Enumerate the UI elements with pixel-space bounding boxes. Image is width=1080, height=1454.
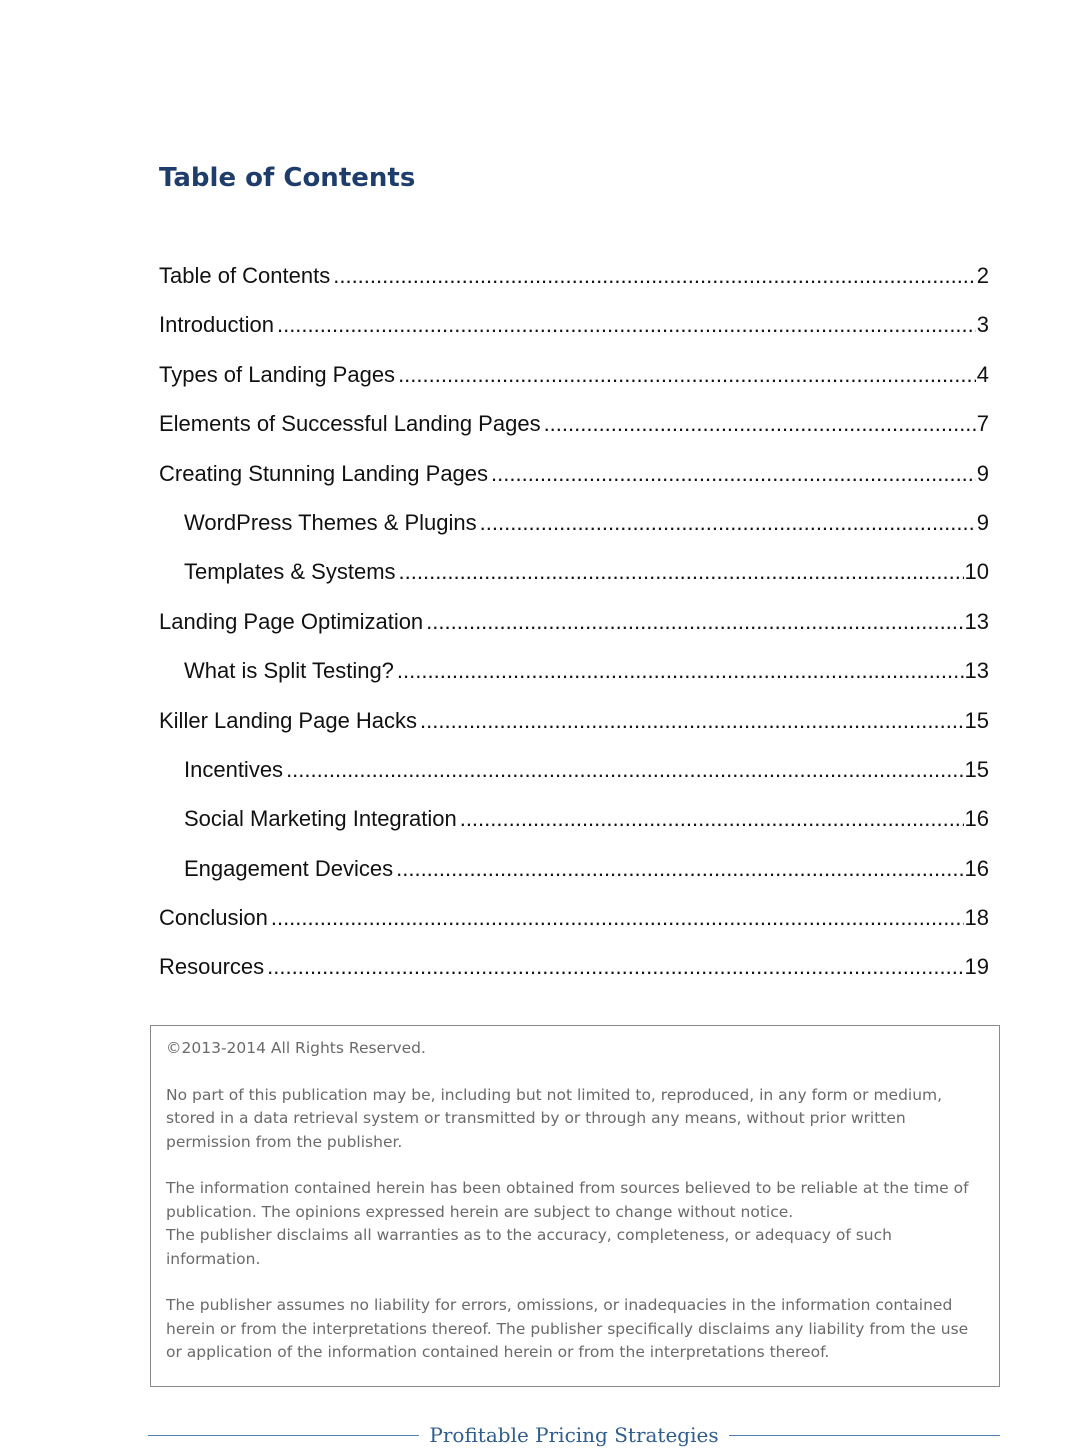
- toc-entry-title: Templates & Systems: [184, 559, 396, 585]
- toc-entry-title: Introduction: [159, 312, 274, 338]
- toc-entry-title: Resources: [159, 954, 265, 980]
- page-footer: [148, 1420, 1000, 1450]
- toc-dot-leader: [267, 949, 963, 985]
- toc-entry-title: Incentives: [184, 756, 284, 782]
- toc-dot-leader: [460, 801, 964, 837]
- toc-dot-leader: [271, 900, 964, 936]
- toc-entry-what-is-split-testing[interactable]: [159, 653, 989, 702]
- page-title: Table of Contents: [159, 163, 416, 193]
- toc-entry-page: 18: [964, 905, 989, 931]
- toc-entry-incentives[interactable]: [159, 752, 989, 801]
- copyright-notice-box: [150, 1025, 1000, 1387]
- toc-entry-title: Creating Stunning Landing Pages: [159, 460, 489, 486]
- toc-entry-page: 3: [976, 312, 989, 338]
- information-notice: The information contained herein has been obtained from sources believed to be reliable at the time of publication. The opinions expressed herein are subject to change without notice.: [166, 1179, 969, 1221]
- toc-dot-leader: [277, 307, 976, 343]
- toc-dot-leader: [480, 505, 976, 541]
- toc-dot-leader: [286, 752, 963, 788]
- toc-entry-conclusion[interactable]: [159, 900, 989, 949]
- toc-entry-page: 9: [976, 460, 989, 486]
- toc-entry-page: 10: [964, 559, 989, 585]
- toc-entry-title: Types of Landing Pages: [159, 361, 396, 387]
- table-of-contents: [159, 258, 989, 999]
- warranty-disclaimer: The publisher disclaims all warranties as to the accuracy, completeness, or adequacy of such information.: [166, 1226, 892, 1268]
- toc-entry-page: 13: [964, 608, 989, 634]
- toc-entry-introduction[interactable]: [159, 307, 989, 356]
- toc-entry-landing-page-optimization[interactable]: [159, 604, 989, 653]
- toc-entry-page: 13: [964, 658, 989, 684]
- toc-entry-page: 7: [976, 411, 989, 437]
- toc-entry-title: WordPress Themes & Plugins: [184, 509, 477, 535]
- liability-disclaimer: The publisher assumes no liability for errors, omissions, or inadequacies in the information contained herein or from the interpretations thereof. The publisher specifically disclaims any liability from the use or application of the information contained herein or from the interpretations thereof.: [166, 1296, 969, 1362]
- reproduction-notice: No part of this publication may be, including but not limited to, reproduced, in any form or medium, stored in a data retrieval system or transmitted by or through any means, without prior written permission from the publisher.: [166, 1085, 943, 1151]
- toc-entry-title: Social Marketing Integration: [184, 806, 457, 832]
- toc-entry-page: 15: [964, 707, 989, 733]
- toc-entry-title: Engagement Devices: [184, 855, 394, 881]
- toc-entry-page: 19: [964, 954, 989, 980]
- toc-entry-page: 9: [976, 509, 989, 535]
- toc-entry-resources[interactable]: [159, 949, 989, 998]
- toc-entry-creating-stunning-landing-pages[interactable]: [159, 456, 989, 505]
- toc-entry-page: 2: [976, 263, 989, 288]
- toc-dot-leader: [397, 653, 964, 689]
- footer-title: Profitable Pricing Strategies: [429, 1423, 719, 1447]
- toc-dot-leader: [399, 554, 964, 590]
- toc-entry-page: 4: [976, 361, 989, 387]
- copyright-line: ©2013-2014 All Rights Reserved.: [166, 1039, 426, 1057]
- toc-entry-title: Table of Contents: [159, 263, 331, 288]
- toc-entry-page: 15: [964, 756, 989, 782]
- toc-entry-title: What is Split Testing?: [184, 658, 394, 684]
- toc-entry-page: 16: [964, 806, 989, 832]
- toc-entry-elements-of-successful-landing-pages[interactable]: [159, 406, 989, 455]
- toc-dot-leader: [420, 703, 963, 739]
- toc-entry-wordpress-themes-plugins[interactable]: [159, 505, 989, 554]
- toc-dot-leader: [396, 851, 963, 887]
- toc-entry-title: Conclusion: [159, 905, 268, 931]
- toc-entry-engagement-devices[interactable]: [159, 851, 989, 900]
- toc-dot-leader: [491, 456, 976, 492]
- toc-dot-leader: [426, 604, 963, 640]
- toc-dot-leader: [398, 357, 976, 393]
- toc-entry-title: Landing Page Optimization: [159, 608, 424, 634]
- toc-entry-templates-systems[interactable]: [159, 554, 989, 603]
- toc-entry-social-marketing-integration[interactable]: [159, 801, 989, 850]
- toc-entry-title: Elements of Successful Landing Pages: [159, 411, 541, 437]
- toc-entry-title: Killer Landing Page Hacks: [159, 707, 418, 733]
- footer-rule-left: [148, 1435, 419, 1436]
- toc-dot-leader: [333, 258, 976, 294]
- toc-entry-killer-landing-page-hacks[interactable]: [159, 703, 989, 752]
- footer-rule-right: [729, 1435, 1000, 1436]
- toc-dot-leader: [544, 406, 976, 442]
- toc-entry-table-of-contents[interactable]: [159, 258, 989, 307]
- toc-entry-page: 16: [964, 855, 989, 881]
- toc-entry-types-of-landing-pages[interactable]: [159, 357, 989, 406]
